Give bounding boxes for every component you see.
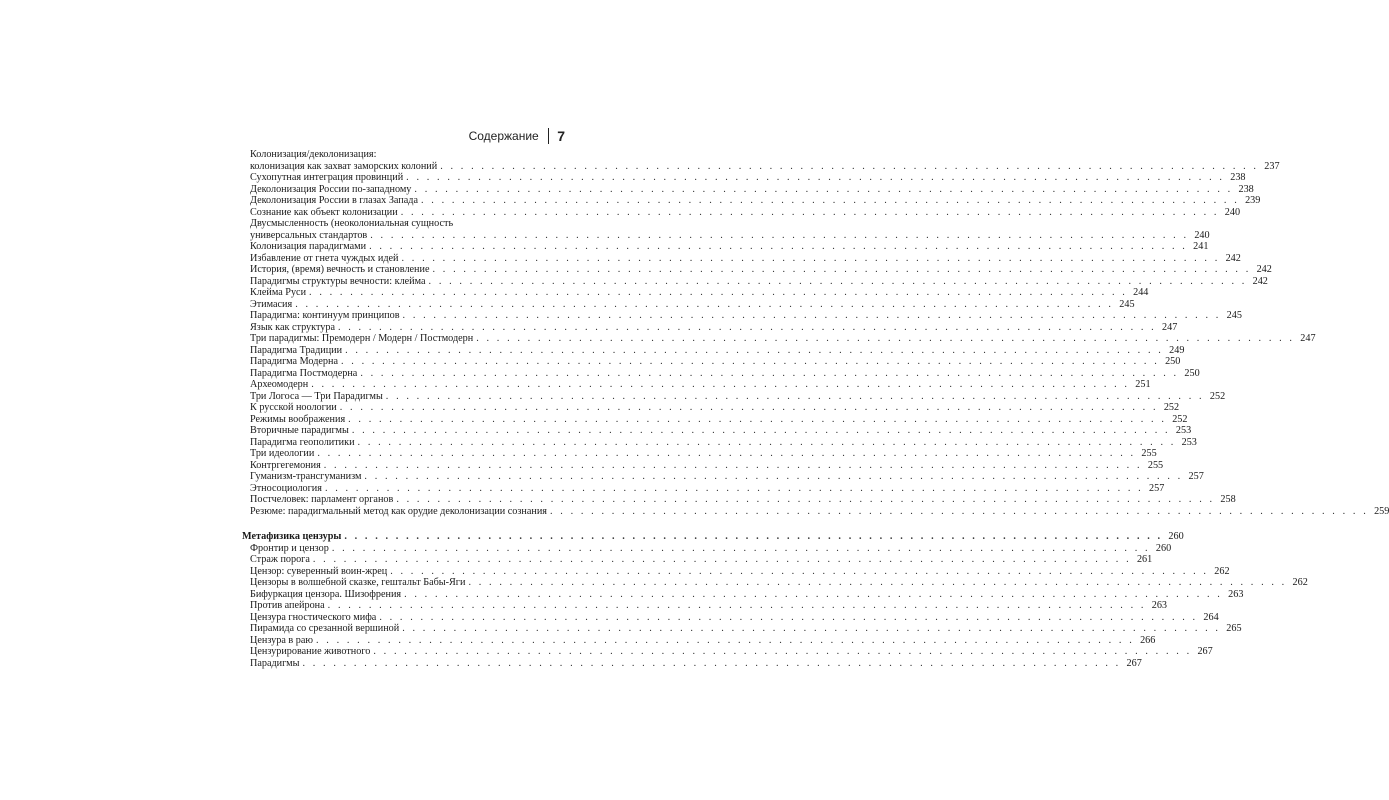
toc-entry-page: 252 bbox=[1172, 413, 1188, 425]
dot-leader: . . . . . . . . . . . . . . . . . . . . . . . . . . . . . . . . . . . . . . . . . . . . . . . . . . . . . . . . . . . . . . . . . . . . . . . . . . . . . . . . bbox=[341, 356, 1160, 368]
toc-entry-page: 247 bbox=[1300, 333, 1316, 345]
toc-entry-title: Язык как структура bbox=[250, 321, 335, 333]
dot-leader: . . . . . . . . . . . . . . . . . . . . . . . . . . . . . . . . . . . . . . . . . . . . . . . . . . . . . . . . . . . . . . . . . . . . . . . . . . . . . . . . bbox=[369, 241, 1188, 253]
toc-entry-title: Парадигмы структуры вечности: клейма bbox=[250, 275, 426, 287]
dot-leader: . . . . . . . . . . . . . . . . . . . . . . . . . . . . . . . . . . . . . . . . . . . . . . . . . . . . . . . . . . . . . . . . . . . . . . . . . . . . . . . . bbox=[396, 494, 1215, 506]
toc-entry bbox=[242, 471, 1204, 483]
toc-entry-page: 267 bbox=[1126, 657, 1142, 669]
dot-leader: . . . . . . . . . . . . . . . . . . . . . . . . . . . . . . . . . . . . . . . . . . . . . . . . . . . . . . . . . . . . . . . . . . . . . . . . . . . . . . . . bbox=[360, 367, 1179, 379]
toc-entry-page: 255 bbox=[1141, 448, 1157, 460]
toc-entry-page: 242 bbox=[1256, 264, 1272, 276]
dot-leader: . . . . . . . . . . . . . . . . . . . . . . . . . . . . . . . . . . . . . . . . . . . . . . . . . . . . . . . . . . . . . . . . . . . . . . . . . . . . . . . . bbox=[309, 287, 1128, 299]
toc-entry-title: Этимасия bbox=[250, 298, 293, 310]
toc-entry bbox=[242, 402, 1180, 414]
dot-leader: . . . . . . . . . . . . . . . . . . . . . . . . . . . . . . . . . . . . . . . . . . . . . . . . . . . . . . . . . . . . . . . . . . . . . . . . . . . . . . . . bbox=[379, 611, 1198, 623]
toc-entry bbox=[242, 333, 1316, 345]
toc-section-heading bbox=[242, 531, 1184, 543]
toc-entry-title: Три идеологии bbox=[250, 448, 315, 460]
toc-entry bbox=[242, 542, 1172, 555]
toc-entry-title: Цензоры в волшебной сказке, гештальт Бабы-Яги bbox=[250, 577, 466, 589]
dot-leader: . . . . . . . . . . . . . . . . . . . . . . . . . . . . . . . . . . . . . . . . . . . . . . . . . . . . . . . . . . . . . . . . . . . . . . . . . . . . . . . . bbox=[390, 565, 1209, 577]
dot-leader: . . . . . . . . . . . . . . . . . . . . . . . . . . . . . . . . . . . . . . . . . . . . . . . . . . . . . . . . . . . . . . . . . . . . . . . . . . . . . . . . bbox=[302, 657, 1121, 669]
toc-entry-page: 265 bbox=[1226, 623, 1242, 635]
toc-entry-title: Парадигма: континуум принципов bbox=[250, 310, 400, 322]
dot-leader: . . . . . . . . . . . . . . . . . . . . . . . . . . . . . . . . . . . . . . . . . . . . . . . . . . . . . . . . . . . . . . . . . . . . . . . . . . . . . . . . bbox=[348, 413, 1167, 425]
dot-leader: . . . . . . . . . . . . . . . . . . . . . . . . . . . . . . . . . . . . . . . . . . . . . . . . . . . . . . . . . . . . . . . . . . . . . . . . . . . . . . . . bbox=[370, 229, 1189, 241]
toc-entry-title: Три парадигмы: Премодерн / Модерн / Постмодерн bbox=[250, 333, 474, 345]
toc-entry-title: колонизация как захват заморских колоний bbox=[250, 160, 438, 172]
toc-entry-page: 241 bbox=[1193, 241, 1209, 253]
dot-leader: . . . . . . . . . . . . . . . . . . . . . . . . . . . . . . . . . . . . . . . . . . . . . . . . . . . . . . . . . . . . . . . . . . . . . . . . . . . . . . . . bbox=[428, 275, 1247, 287]
toc-entry-title: Двусмысленность (неоколониальная сущность bbox=[250, 218, 454, 230]
dot-leader: . . . . . . . . . . . . . . . . . . . . . . . . . . . . . . . . . . . . . . . . . . . . . . . . . . . . . . . . . . . . . . . . . . . . . . . . . . . . . . . . bbox=[476, 333, 1295, 345]
toc-entry bbox=[242, 390, 1226, 403]
toc-entry bbox=[242, 195, 1261, 207]
dot-leader: . . . . . . . . . . . . . . . . . . . . . . . . . . . . . . . . . . . . . . . . . . . . . . . . . . . . . . . . . . . . . . . . . . . . . . . . . . . . . . . . bbox=[315, 634, 1135, 646]
toc-entry bbox=[242, 634, 1156, 647]
toc-entry-page: 245 bbox=[1226, 310, 1242, 322]
page-number: 7 bbox=[557, 128, 565, 144]
toc-entry-page: 253 bbox=[1181, 436, 1197, 448]
toc-entry-title: Клейма Руси bbox=[250, 287, 307, 299]
toc-entry bbox=[242, 554, 1153, 566]
toc-entry bbox=[242, 183, 1254, 196]
toc-entry bbox=[242, 646, 1213, 658]
toc-entry bbox=[242, 379, 1151, 391]
toc-entry bbox=[242, 356, 1181, 368]
dot-leader: . . . . . . . . . . . . . . . . . . . . . . . . . . . . . . . . . . . . . . . . . . . . . . . . . . . . . . . . . . . . . . . . . . . . . . . . . . . . . . . . bbox=[402, 310, 1221, 322]
dot-leader: . . . . . . . . . . . . . . . . . . . . . . . . . . . . . . . . . . . . . . . . . . . . . . . . . . . . . . . . . . . . . . . . . . . . . . . . . . . . . . . . bbox=[440, 160, 1259, 172]
toc-entry-title: Парадигма Традиции bbox=[250, 344, 343, 356]
toc-entry-title: Деколонизация России по-западному bbox=[250, 183, 412, 195]
toc-entry-title: Парадигма геополитики bbox=[250, 436, 355, 448]
toc-entry bbox=[242, 344, 1185, 357]
toc-entry bbox=[242, 241, 1209, 253]
toc-entry-title: Колонизация парадигмами bbox=[250, 241, 367, 253]
toc-entry bbox=[242, 218, 566, 230]
toc-entry bbox=[242, 611, 1219, 624]
toc-entry bbox=[242, 494, 1236, 506]
toc-entry-page: 252 bbox=[1163, 402, 1180, 414]
toc-entry-page: 260 bbox=[1155, 542, 1172, 554]
toc-entry-title: Режимы воображения bbox=[250, 413, 346, 425]
toc-entry-title: Страж порога bbox=[250, 554, 310, 566]
toc-entry bbox=[242, 149, 566, 161]
toc-entry bbox=[242, 275, 1268, 288]
dot-leader: . . . . . . . . . . . . . . . . . . . . . . . . . . . . . . . . . . . . . . . . . . . . . . . . . . . . . . . . . . . . . . . . . . . . . . . . . . . . . . . . bbox=[317, 448, 1136, 460]
toc-entry-title: Сухопутная интеграция провинций bbox=[250, 172, 404, 184]
toc-entry-title: Постчеловек: парламент органов bbox=[250, 494, 394, 506]
running-header-title: Содержание bbox=[468, 129, 539, 143]
dot-leader: . . . . . . . . . . . . . . . . . . . . . . . . . . . . . . . . . . . . . . . . . . . . . . . . . . . . . . . . . . . . . . . . . . . . . . . . . . . . . . . . bbox=[549, 505, 1369, 517]
toc-entry-title: Бифуркация цензора. Шизофрения bbox=[250, 588, 402, 600]
dot-leader: . . . . . . . . . . . . . . . . . . . . . . . . . . . . . . . . . . . . . . . . . . . . . . . . . . . . . . . . . . . . . . . . . . . . . . . . . . . . . . . . bbox=[345, 344, 1164, 356]
toc-entry-title: История, (время) вечность и становление bbox=[250, 264, 430, 276]
toc-entry-page: 263 bbox=[1151, 600, 1168, 612]
toc-entry-page: 240 bbox=[1224, 206, 1241, 218]
table-of-contents bbox=[242, 149, 1389, 669]
dot-leader: . . . . . . . . . . . . . . . . . . . . . . . . . . . . . . . . . . . . . . . . . . . . . . . . . . . . . . . . . . . . . . . . . . . . . . . . . . . . . . . . bbox=[344, 531, 1163, 543]
dot-leader: . . . . . . . . . . . . . . . . . . . . . . . . . . . . . . . . . . . . . . . . . . . . . . . . . . . . . . . . . . . . . . . . . . . . . . . . . . . . . . . . bbox=[323, 459, 1143, 471]
toc-entry-title: Парадигмы bbox=[250, 657, 300, 669]
toc-entry bbox=[242, 565, 1230, 578]
dot-leader: . . . . . . . . . . . . . . . . . . . . . . . . . . . . . . . . . . . . . . . . . . . . . . . . . . . . . . . . . . . . . . . . . . . . . . . . . . . . . . . . bbox=[295, 298, 1114, 310]
toc-entry-title: Деколонизация России в глазах Запада bbox=[250, 195, 418, 207]
header-divider bbox=[548, 128, 550, 144]
dot-leader: . . . . . . . . . . . . . . . . . . . . . . . . . . . . . . . . . . . . . . . . . . . . . . . . . . . . . . . . . . . . . . . . . . . . . . . . . . . . . . . . bbox=[420, 195, 1240, 207]
dot-leader: . . . . . . . . . . . . . . . . . . . . . . . . . . . . . . . . . . . . . . . . . . . . . . . . . . . . . . . . . . . . . . . . . . . . . . . . . . . . . . . . bbox=[432, 264, 1251, 276]
toc-entry-title: Против апейрона bbox=[250, 600, 325, 612]
toc-entry-page: 250 bbox=[1184, 367, 1200, 379]
toc-entry-title: Цензура в раю bbox=[250, 634, 313, 646]
dot-leader: . . . . . . . . . . . . . . . . . . . . . . . . . . . . . . . . . . . . . . . . . . . . . . . . . . . . . . . . . . . . . . . . . . . . . . . . . . . . . . . . bbox=[414, 183, 1233, 195]
dot-leader: . . . . . . . . . . . . . . . . . . . . . . . . . . . . . . . . . . . . . . . . . . . . . . . . . . . . . . . . . . . . . . . . . . . . . . . . . . . . . . . . bbox=[364, 471, 1183, 483]
toc-entry-page: 263 bbox=[1228, 588, 1244, 600]
toc-entry-page: 255 bbox=[1147, 459, 1164, 471]
toc-entry-title: Три Логоса — Три Парадигмы bbox=[250, 390, 383, 402]
toc-gap bbox=[242, 517, 566, 531]
toc-entry-title: Цензура гностического мифа bbox=[250, 611, 377, 623]
toc-entry bbox=[242, 505, 1389, 518]
dot-leader: . . . . . . . . . . . . . . . . . . . . . . . . . . . . . . . . . . . . . . . . . . . . . . . . . . . . . . . . . . . . . . . . . . . . . . . . . . . . . . . . bbox=[400, 206, 1220, 218]
toc-entry bbox=[242, 252, 1241, 265]
toc-entry-title: Цензор: суверенный воин-жрец bbox=[250, 565, 388, 577]
dot-leader: . . . . . . . . . . . . . . . . . . . . . . . . . . . . . . . . . . . . . . . . . . . . . . . . . . . . . . . . . . . . . . . . . . . . . . . . . . . . . . . . bbox=[385, 390, 1205, 402]
dot-leader: . . . . . . . . . . . . . . . . . . . . . . . . . . . . . . . . . . . . . . . . . . . . . . . . . . . . . . . . . . . . . . . . . . . . . . . . . . . . . . . . bbox=[404, 588, 1223, 600]
toc-entry bbox=[242, 436, 1197, 449]
dot-leader: . . . . . . . . . . . . . . . . . . . . . . . . . . . . . . . . . . . . . . . . . . . . . . . . . . . . . . . . . . . . . . . . . . . . . . . . . . . . . . . . bbox=[311, 379, 1130, 391]
toc-entry-title: Парадигма Модерна bbox=[250, 356, 338, 368]
toc-entry-title: Сознание как объект колонизации bbox=[250, 206, 398, 218]
toc-entry-page: 237 bbox=[1264, 160, 1280, 172]
toc-entry-title: Гуманизм-трансгуманизм bbox=[250, 471, 362, 483]
dot-leader: . . . . . . . . . . . . . . . . . . . . . . . . . . . . . . . . . . . . . . . . . . . . . . . . . . . . . . . . . . . . . . . . . . . . . . . . . . . . . . . . bbox=[402, 623, 1221, 635]
toc-entry bbox=[242, 588, 1244, 601]
toc-entry bbox=[242, 172, 1246, 184]
toc-entry-page: 258 bbox=[1220, 494, 1236, 506]
toc-block-censorship bbox=[242, 531, 1308, 669]
toc-block-paradigms bbox=[242, 149, 1389, 517]
toc-entry-page: 266 bbox=[1140, 634, 1156, 646]
dot-leader: . . . . . . . . . . . . . . . . . . . . . . . . . . . . . . . . . . . . . . . . . . . . . . . . . . . . . . . . . . . . . . . . . . . . . . . . . . . . . . . . bbox=[324, 482, 1144, 494]
toc-entry-page: 262 bbox=[1214, 565, 1230, 577]
dot-leader: . . . . . . . . . . . . . . . . . . . . . . . . . . . . . . . . . . . . . . . . . . . . . . . . . . . . . . . . . . . . . . . . . . . . . . . . . . . . . . . . bbox=[373, 646, 1192, 658]
toc-entry-page: 250 bbox=[1165, 356, 1181, 368]
toc-entry-title: Цензурирование животного bbox=[250, 646, 371, 658]
toc-entry-title: Археомодерн bbox=[250, 379, 309, 391]
toc-entry bbox=[242, 287, 1149, 299]
toc-entry bbox=[242, 448, 1157, 460]
toc-entry bbox=[242, 482, 1165, 495]
dot-leader: . . . . . . . . . . . . . . . . . . . . . . . . . . . . . . . . . . . . . . . . . . . . . . . . . . . . . . . . . . . . . . . . . . . . . . . . . . . . . . . . bbox=[337, 321, 1157, 333]
toc-entry bbox=[242, 229, 1210, 242]
toc-entry-title: Контргегемония bbox=[250, 459, 321, 471]
toc-entry-page: 247 bbox=[1162, 321, 1178, 333]
dot-leader: . . . . . . . . . . . . . . . . . . . . . . . . . . . . . . . . . . . . . . . . . . . . . . . . . . . . . . . . . . . . . . . . . . . . . . . . . . . . . . . . bbox=[331, 542, 1151, 554]
toc-entry bbox=[242, 657, 1142, 670]
running-header bbox=[469, 126, 565, 146]
toc-entry-page: 240 bbox=[1194, 229, 1210, 241]
toc-entry-page: 238 bbox=[1238, 183, 1254, 195]
toc-entry-page: 251 bbox=[1135, 379, 1151, 391]
toc-entry-page: 259 bbox=[1374, 505, 1389, 517]
toc-entry-page: 244 bbox=[1133, 287, 1149, 299]
toc-entry bbox=[242, 298, 1135, 311]
toc-entry-title: Пирамида со срезанной вершиной bbox=[250, 623, 400, 635]
dot-leader: . . . . . . . . . . . . . . . . . . . . . . . . . . . . . . . . . . . . . . . . . . . . . . . . . . . . . . . . . . . . . . . . . . . . . . . . . . . . . . . . bbox=[339, 402, 1159, 414]
toc-entry-page: 267 bbox=[1197, 646, 1213, 658]
toc-entry bbox=[242, 459, 1164, 472]
dot-leader: . . . . . . . . . . . . . . . . . . . . . . . . . . . . . . . . . . . . . . . . . . . . . . . . . . . . . . . . . . . . . . . . . . . . . . . . . . . . . . . . bbox=[351, 425, 1171, 437]
toc-entry-title: Этносоциология bbox=[250, 482, 322, 494]
toc-entry-page: 262 bbox=[1292, 577, 1308, 589]
toc-entry-page: 260 bbox=[1168, 531, 1184, 543]
toc-entry-title: Избавление от гнета чуждых идей bbox=[250, 252, 399, 264]
toc-entry bbox=[242, 264, 1272, 276]
toc-entry bbox=[242, 623, 1242, 635]
toc-entry-page: 257 bbox=[1149, 482, 1165, 494]
toc-entry bbox=[242, 206, 1241, 219]
toc-entry-title: Колонизация/деколонизация: bbox=[250, 149, 377, 161]
toc-entry-page: 264 bbox=[1203, 611, 1219, 623]
toc-entry-title: К русской ноологии bbox=[250, 402, 337, 414]
toc-entry-page: 249 bbox=[1169, 344, 1185, 356]
toc-entry-page: 261 bbox=[1136, 554, 1153, 566]
toc-entry-page: 242 bbox=[1225, 252, 1241, 264]
dot-leader: . . . . . . . . . . . . . . . . . . . . . . . . . . . . . . . . . . . . . . . . . . . . . . . . . . . . . . . . . . . . . . . . . . . . . . . . . . . . . . . . bbox=[468, 577, 1287, 589]
toc-entry-page: 238 bbox=[1230, 172, 1246, 184]
toc-entry-page: 253 bbox=[1175, 425, 1192, 437]
dot-leader: . . . . . . . . . . . . . . . . . . . . . . . . . . . . . . . . . . . . . . . . . . . . . . . . . . . . . . . . . . . . . . . . . . . . . . . . . . . . . . . . bbox=[327, 600, 1147, 612]
toc-entry-page: 257 bbox=[1188, 471, 1204, 483]
toc-entry-title: Вторичные парадигмы bbox=[250, 425, 349, 437]
dot-leader: . . . . . . . . . . . . . . . . . . . . . . . . . . . . . . . . . . . . . . . . . . . . . . . . . . . . . . . . . . . . . . . . . . . . . . . . . . . . . . . . bbox=[357, 436, 1176, 448]
toc-entry-page: 239 bbox=[1245, 195, 1261, 207]
toc-entry bbox=[242, 413, 1188, 426]
toc-entry-page: 252 bbox=[1209, 390, 1226, 402]
toc-entry bbox=[242, 310, 1242, 322]
toc-entry-page: 245 bbox=[1119, 298, 1135, 310]
dot-leader: . . . . . . . . . . . . . . . . . . . . . . . . . . . . . . . . . . . . . . . . . . . . . . . . . . . . . . . . . . . . . . . . . . . . . . . . . . . . . . . . bbox=[406, 172, 1225, 184]
toc-entry-page: 242 bbox=[1252, 275, 1268, 287]
toc-entry-title: Парадигма Постмодерна bbox=[250, 367, 358, 379]
toc-entry bbox=[242, 321, 1178, 334]
toc-entry bbox=[242, 160, 1280, 173]
toc-entry-title: Метафизика цензуры bbox=[242, 531, 342, 543]
dot-leader: . . . . . . . . . . . . . . . . . . . . . . . . . . . . . . . . . . . . . . . . . . . . . . . . . . . . . . . . . . . . . . . . . . . . . . . . . . . . . . . . bbox=[312, 554, 1132, 566]
toc-entry bbox=[242, 425, 1192, 437]
toc-entry bbox=[242, 600, 1168, 612]
toc-entry-title: Фронтир и цензор bbox=[250, 542, 329, 554]
dot-leader: . . . . . . . . . . . . . . . . . . . . . . . . . . . . . . . . . . . . . . . . . . . . . . . . . . . . . . . . . . . . . . . . . . . . . . . . . . . . . . . . bbox=[401, 252, 1220, 264]
toc-entry-title: Резюме: парадигмальный метод как орудие деколонизации сознания bbox=[250, 505, 547, 517]
toc-entry-title: универсальных стандартов bbox=[250, 229, 368, 241]
toc-entry bbox=[242, 367, 1200, 380]
toc-entry bbox=[242, 577, 1308, 589]
